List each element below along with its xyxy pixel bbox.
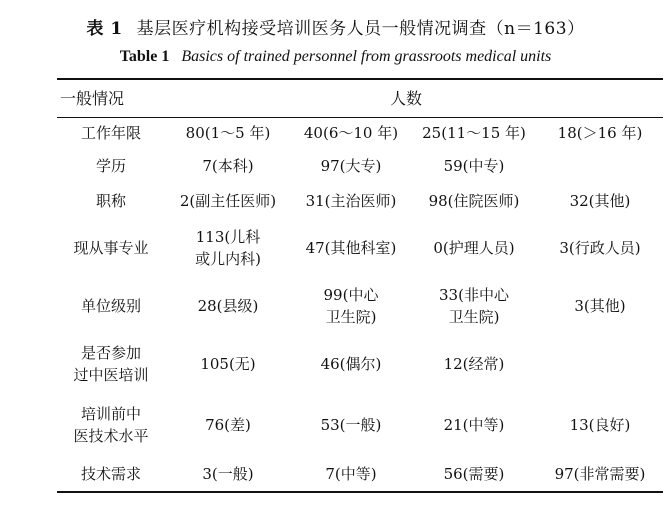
row-label: 单位级别 (80, 297, 141, 315)
table-cell: 113(儿科 或儿内科) (195, 228, 261, 268)
table-cell: 33(非中心 卫生院) (439, 286, 509, 326)
row-label: 培训前中 医技术水平 (73, 404, 149, 445)
row-label: 学历 (95, 156, 126, 175)
table-row (57, 148, 663, 183)
table-top-rule (57, 78, 663, 80)
table-cell: 3(一般) (202, 464, 254, 483)
table-cell: 40(6～10 年) (303, 124, 399, 142)
table-title-en: Basics of trained personnel from grassroots medical units (181, 48, 552, 65)
table-label-cn: 表 1 (86, 19, 123, 39)
table-cell: 3(行政人员) (559, 239, 641, 257)
header-general-info: 一般情况 (60, 89, 125, 108)
table-cell: 7(本科) (202, 156, 254, 175)
table-cell: 32(其他) (569, 192, 631, 210)
table-bottom-rule (57, 491, 663, 493)
table-label-en: Table 1 (119, 48, 170, 65)
table-cell: 99(中心 卫生院) (323, 286, 379, 326)
table-cell: 0(护理人员) (433, 239, 515, 257)
table-cell: 97(大专) (320, 156, 382, 175)
table-cell: 76(差) (205, 415, 251, 434)
table-cell: 12(经常) (443, 355, 505, 373)
table-caption-en (0, 48, 671, 66)
table-cell: 7(中等) (325, 464, 377, 483)
table-cell (537, 148, 663, 183)
table-cell: 80(1～5 年) (185, 124, 271, 142)
table-cell: 53(一般) (320, 415, 382, 434)
table-row (57, 277, 663, 335)
table-cell: 2(副主任医师) (179, 192, 277, 210)
table-title-cn: 基层医疗机构接受培训医务人员一般情况调查（n＝163） (136, 19, 585, 39)
table-row (57, 219, 663, 277)
table-cell: 25(11～15 年) (422, 124, 526, 142)
table-cell: 105(无) (200, 355, 256, 373)
row-label: 职称 (95, 192, 126, 210)
header-count: 人数 (390, 89, 423, 108)
table-cell: 18(＞16 年) (557, 124, 643, 142)
table-cell: 98(住院医师) (428, 192, 520, 210)
table-row (57, 335, 663, 393)
row-label: 工作年限 (80, 124, 141, 142)
table-row (57, 118, 663, 148)
table-cell: 13(良好) (569, 415, 631, 434)
table-row (57, 183, 663, 219)
table-cell: 3(其他) (574, 297, 626, 315)
table-cell: 46(偶尔) (320, 355, 382, 373)
table-caption-cn (0, 14, 671, 39)
table-cell: 31(主治医师) (305, 192, 397, 210)
table-cell: 59(中专) (443, 156, 505, 175)
row-label: 是否参加 过中医培训 (73, 344, 149, 384)
table-cell: 21(中等) (443, 415, 505, 434)
table-cell: 28(县级) (197, 297, 259, 315)
table-cell: 47(其他科室) (305, 239, 397, 257)
row-label: 现从事专业 (73, 239, 149, 257)
table-cell (537, 335, 663, 393)
table-row (57, 393, 663, 456)
table-row (57, 456, 663, 491)
table-cell: 56(需要) (443, 464, 505, 483)
row-label: 技术需求 (80, 464, 141, 483)
table-cell: 97(非常需要) (554, 464, 646, 483)
